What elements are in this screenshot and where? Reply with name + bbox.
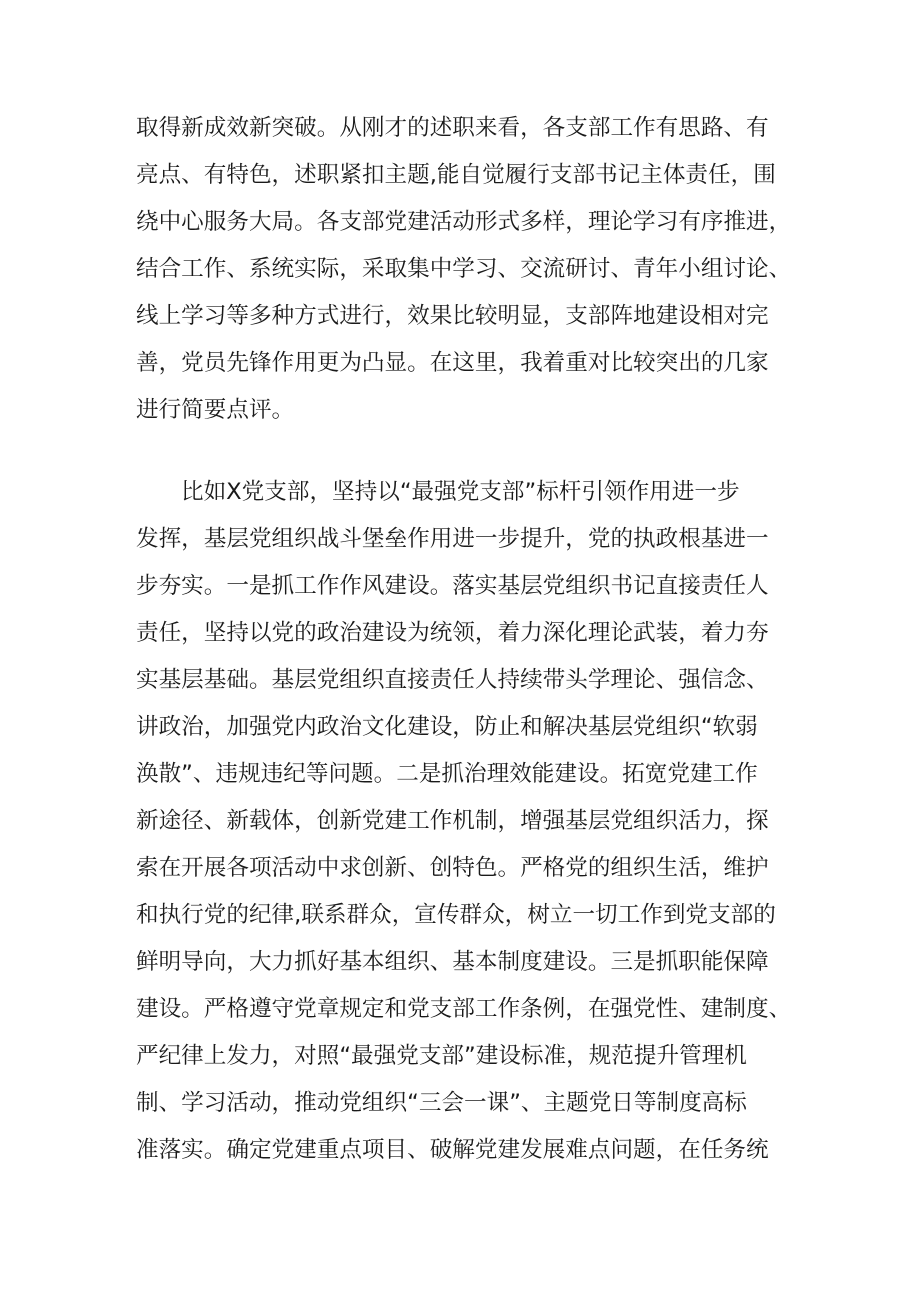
p1-line-3: 绕中心服务大局。各支部党建活动形式多样，理论学习有序推进， bbox=[136, 209, 792, 235]
p1-line-7: 进行简要点评。 bbox=[136, 397, 295, 423]
p2-line-15: 准落实。确定党建重点项目、破解党建发展难点问题，在任务统 bbox=[136, 1137, 769, 1163]
p2-line-14: 制、学习活动，推动党组织“三会一课”、主题党日等制度高标 bbox=[136, 1090, 747, 1116]
p2-line-13: 严纪律上发力，对照“最强党支部”建设标准，规范提升管理机 bbox=[136, 1043, 747, 1069]
p2-line-8: 新途径、新载体，创新党建工作机制，增强基层党组织活力，探 bbox=[136, 808, 769, 834]
p2-line-2: 发挥，基层党组织战斗堡垒作用进一步提升，党的执政根基进一 bbox=[136, 526, 769, 552]
p2-line-12: 建设。严格遵守党章规定和党支部工作条例，在强党性、建制度、 bbox=[136, 996, 792, 1022]
p2-line-5: 实基层基础。基层党组织直接责任人持续带头学理论、强信念、 bbox=[136, 667, 769, 693]
p2-line-4: 责任，坚持以党的政治建设为统领，着力深化理论武装，着力夯 bbox=[136, 620, 769, 646]
p1-line-1: 取得新成效新突破。从刚才的述职来看，各支部工作有思路、有 bbox=[136, 115, 769, 141]
p1-line-5: 线上学习等多种方式进行，效果比较明显，支部阵地建设相对完 bbox=[136, 303, 769, 329]
p2-line-10: 和执行党的纪律,联系群众，宣传群众，树立一切工作到党支部的 bbox=[136, 902, 776, 928]
p2-line-3: 步夯实。一是抓工作作风建设。落实基层党组织书记直接责任人 bbox=[136, 573, 769, 599]
p2-line-7: 涣散”、违规违纪等问题。二是抓治理效能建设。拓宽党建工作 bbox=[136, 761, 758, 787]
p2-line-6: 讲政治，加强党内政治文化建设，防止和解决基层党组织“软弱 bbox=[136, 714, 758, 740]
p1-line-4: 结合工作、系统实际，采取集中学习、交流研讨、青年小组讨论、 bbox=[136, 256, 792, 282]
p2-line-9: 索在开展各项活动中求创新、创特色。严格党的组织生活，维护 bbox=[136, 855, 769, 881]
p1-line-2: 亮点、有特色，述职紧扣主题,能自觉履行支部书记主体责任，围 bbox=[136, 162, 776, 188]
p2-line-1: 比如X党支部，坚持以“最强党支部”标杆引领作用进一步 bbox=[181, 479, 740, 505]
p2-line-11: 鲜明导向，大力抓好基本组织、基本制度建设。三是抓职能保障 bbox=[136, 949, 769, 975]
p1-line-6: 善，党员先锋作用更为凸显。在这里，我着重对比较突出的几家 bbox=[136, 350, 769, 376]
